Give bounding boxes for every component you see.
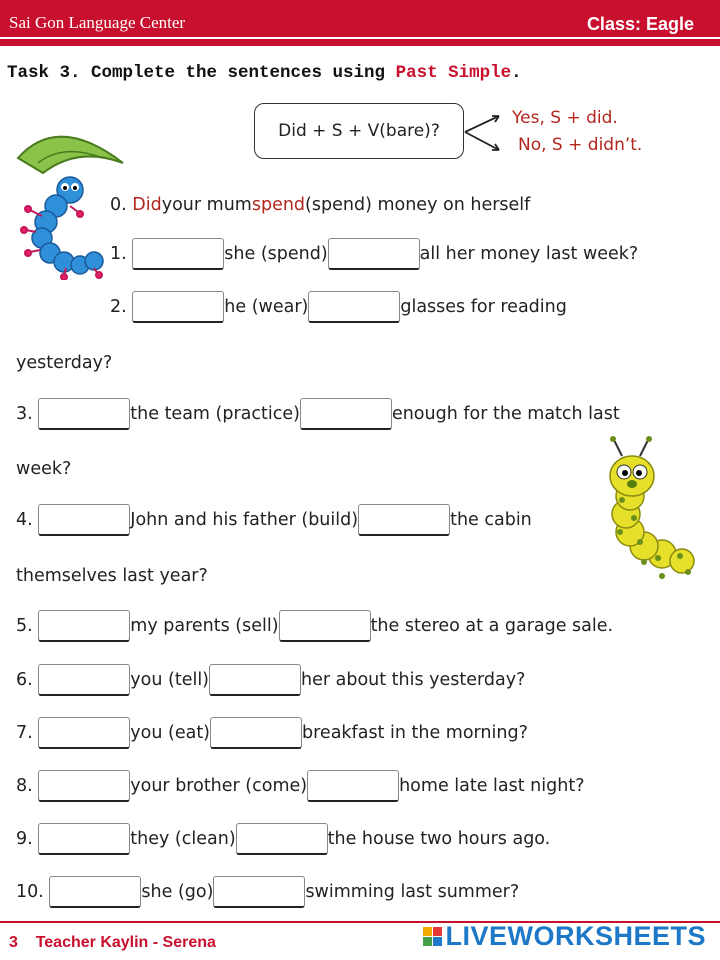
header-bar xyxy=(0,0,720,46)
sentence-text: your brother (come) xyxy=(130,776,308,796)
sentence-text: John and his father (build) xyxy=(130,510,359,530)
sentence-text: glasses for reading xyxy=(400,297,567,317)
sentence-7 xyxy=(16,717,528,749)
example-mid: your mum xyxy=(161,195,252,215)
sentence-text: they (clean) xyxy=(130,829,236,849)
answer-box-5b[interactable] xyxy=(279,610,371,642)
teacher-name: Teacher Kaylin - Serena xyxy=(35,934,216,951)
sentence-1 xyxy=(110,238,638,270)
example-verb: spend xyxy=(251,195,306,215)
sentence-text: week? xyxy=(16,459,72,479)
sentence-text: she (spend) xyxy=(224,244,328,264)
sentence-number: 5. xyxy=(16,616,33,636)
sentence-number: 6. xyxy=(16,670,33,690)
class-label: Class: Eagle xyxy=(586,14,694,34)
sentence-text: breakfast in the morning? xyxy=(302,723,528,743)
footer-credit xyxy=(9,934,216,952)
sentence-number: 10. xyxy=(16,882,44,902)
sentence-text: the team (practice) xyxy=(130,404,300,424)
sentence-text: you (tell) xyxy=(130,670,210,690)
task-suffix: . xyxy=(511,63,522,83)
brand-name: LIVEWORKSHEETS xyxy=(445,921,706,951)
sentence-text: swimming last summer? xyxy=(305,882,520,902)
sentence-10 xyxy=(16,876,519,908)
example-rest: (spend) money on herself xyxy=(305,195,531,215)
yes-verb: did. xyxy=(586,108,618,128)
sentence-text: themselves last year? xyxy=(16,566,208,586)
sentence-8 xyxy=(16,770,584,802)
sentence-text: enough for the match last xyxy=(391,404,620,424)
brand-logo[interactable] xyxy=(423,921,706,952)
answer-box-8b[interactable] xyxy=(307,770,399,802)
sentence-3-continued xyxy=(16,459,71,479)
answer-box-3b[interactable] xyxy=(300,398,392,430)
header-divider xyxy=(0,37,720,39)
example-did: Did xyxy=(132,195,162,215)
answer-box-8a[interactable] xyxy=(38,770,130,802)
sentence-3 xyxy=(16,398,620,430)
no-prefix: No, S + xyxy=(518,135,588,155)
answer-box-6b[interactable] xyxy=(209,664,301,696)
sentence-number: 1. xyxy=(110,244,127,264)
no-verb: didn’t. xyxy=(587,135,643,155)
example-sentence xyxy=(110,195,530,215)
org-name: Sai Gon Language Center xyxy=(9,13,186,32)
answer-box-1a[interactable] xyxy=(132,238,224,270)
formula-yes xyxy=(512,108,618,128)
answer-box-1b[interactable] xyxy=(328,238,420,270)
sentence-number: 9. xyxy=(16,829,33,849)
answer-box-10b[interactable] xyxy=(213,876,305,908)
sentence-4-continued xyxy=(16,566,208,586)
sentence-number: 7. xyxy=(16,723,33,743)
sentence-6 xyxy=(16,664,525,696)
answer-box-3a[interactable] xyxy=(38,398,130,430)
answer-box-10a[interactable] xyxy=(49,876,141,908)
sentence-2 xyxy=(110,291,567,323)
sentence-5 xyxy=(16,610,613,642)
sentence-text: the stereo at a garage sale. xyxy=(370,616,614,636)
sentence-text: yesterday? xyxy=(16,353,113,373)
caterpillar-yellow-illustration xyxy=(600,436,700,586)
formula-question: Did + S + V(bare)? xyxy=(278,121,440,141)
answer-box-4b[interactable] xyxy=(358,504,450,536)
answer-box-5a[interactable] xyxy=(38,610,130,642)
sentence-text: my parents (sell) xyxy=(130,616,279,636)
task-highlight: Past Simple xyxy=(395,63,512,83)
sentence-text: she (go) xyxy=(141,882,214,902)
answer-box-2a[interactable] xyxy=(132,291,224,323)
sentence-number: 3. xyxy=(16,404,33,424)
sentence-9 xyxy=(16,823,550,855)
task-title xyxy=(7,63,522,83)
sentence-4 xyxy=(16,504,532,536)
formula-box xyxy=(254,103,464,159)
sentence-text: the cabin xyxy=(450,510,532,530)
sentence-number: 4. xyxy=(16,510,33,530)
answer-box-6a[interactable] xyxy=(38,664,130,696)
answer-box-4a[interactable] xyxy=(38,504,130,536)
yes-prefix: Yes, S + xyxy=(512,108,587,128)
sentence-text: home late last night? xyxy=(399,776,585,796)
sentence-text: you (eat) xyxy=(130,723,211,743)
sentence-number: 2. xyxy=(110,297,127,317)
brand-cube-icon xyxy=(423,927,442,946)
sentence-text: all her money last week? xyxy=(419,244,639,264)
answer-box-9a[interactable] xyxy=(38,823,130,855)
page-number: 3 xyxy=(9,934,18,951)
example-number: 0. xyxy=(110,195,127,215)
answer-box-7b[interactable] xyxy=(210,717,302,749)
task-prefix: Task 3. Complete the sentences using xyxy=(7,63,396,83)
sentence-number: 8. xyxy=(16,776,33,796)
sentence-text: her about this yesterday? xyxy=(301,670,526,690)
answer-box-7a[interactable] xyxy=(38,717,130,749)
answer-box-2b[interactable] xyxy=(308,291,400,323)
sentence-text: the house two hours ago. xyxy=(327,829,551,849)
sentence-text: he (wear) xyxy=(224,297,309,317)
answer-box-9b[interactable] xyxy=(236,823,328,855)
formula-no xyxy=(518,135,642,155)
arrow-icon xyxy=(463,110,503,156)
sentence-2-continued xyxy=(16,353,112,373)
